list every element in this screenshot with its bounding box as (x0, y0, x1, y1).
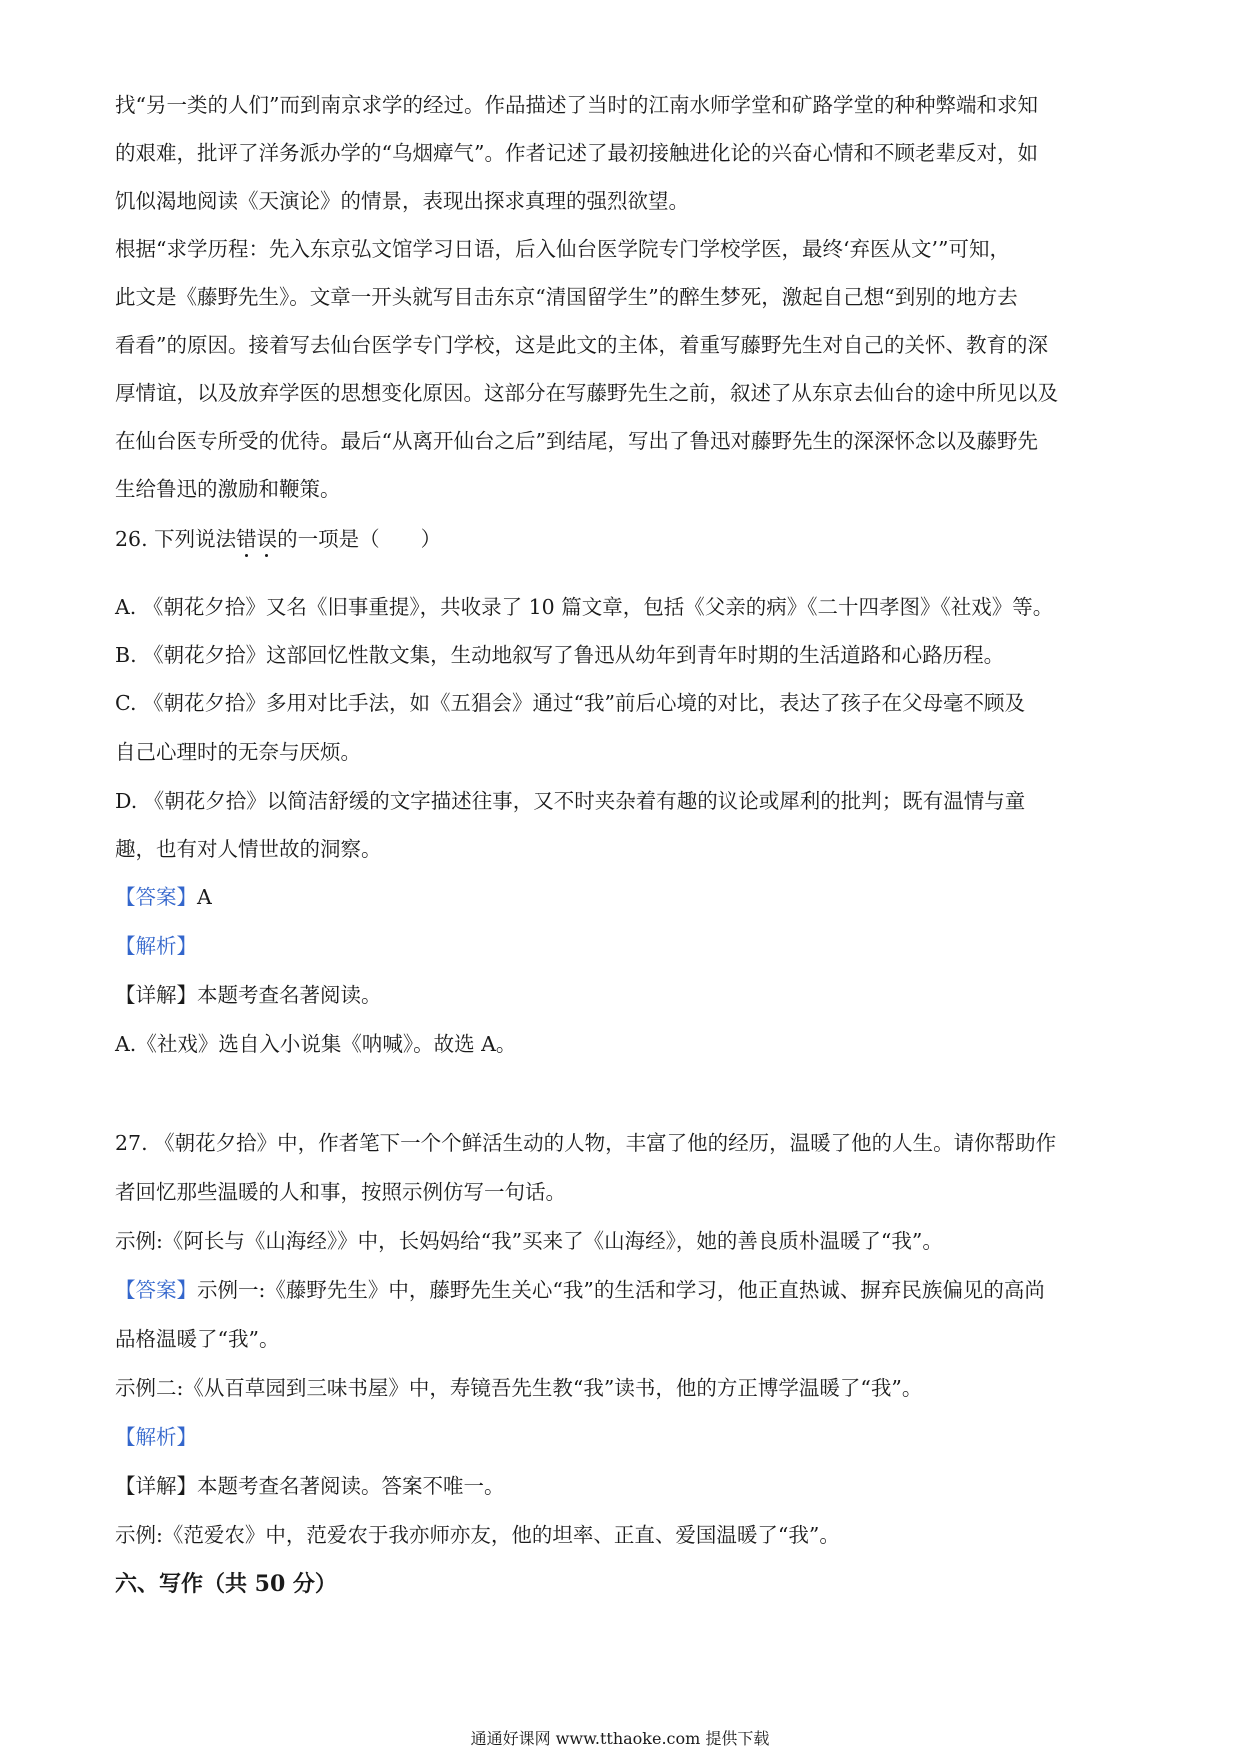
section-heading: 六、写作（共 50 分） (115, 1571, 337, 1597)
analysis-tag: 【解析】 (115, 1425, 197, 1449)
q26-stem-emphasis-1: 错 (236, 527, 257, 551)
intro-line-2: 的艰难，批评了洋务派办学的“乌烟瘴气”。作者记述了最初接触进化论的兴奋心情和不顾老辈反对，如 (115, 141, 1038, 165)
detail-text: 本题考查名著阅读。答案不唯一。 (197, 1474, 505, 1498)
detail-tag: 【详解】 (115, 1474, 197, 1498)
intro-line-4: 根据“求学历程：先入东京弘文馆学习日语，后入仙台医学院专门学校学医，最终‘弃医从文’”可知， (115, 237, 1010, 261)
q27-analysis (115, 1422, 1135, 1452)
q27-stem-line-2: 者回忆那些温暖的人和事，按照示例仿写一句话。 (115, 1180, 566, 1204)
q26-analysis (115, 931, 1135, 961)
q26-option-c-cont: 自己心理时的无奈与厌烦。 (115, 740, 361, 764)
detail-tag: 【详解】 (115, 983, 197, 1007)
q27-answer (115, 1275, 1135, 1305)
answer-tag: 【答案】 (115, 1278, 197, 1302)
q26-stem-suffix: 的一项是（ ） (277, 527, 442, 551)
intro-line-5: 此文是《藤野先生》。文章一开头就写目击东京“清国留学生”的醉生梦死，激起自己想“到别的地方去 (115, 285, 1018, 309)
intro-line-8: 在仙台医专所受的优待。最后“从离开仙台之后”到结尾，写出了鲁迅对藤野先生的深深怀念以及藤野先 (115, 429, 1038, 453)
q26-option-d: D. 《朝花夕拾》以简洁舒缓的文字描述往事，又不时夹杂着有趣的议论或犀利的批判；既有温情与童 (115, 789, 1026, 813)
q27-extra-example: 示例:《范爱农》中，范爱农于我亦师亦友，他的坦率、正直、爱国温暖了“我”。 (115, 1523, 840, 1547)
intro-line-9: 生给鲁迅的激励和鞭策。 (115, 477, 341, 501)
intro-line-6: 看看”的原因。接着写去仙台医学专门学校，这是此文的主体，着重写藤野先生对自己的关怀、教育的深 (115, 333, 1048, 357)
q26-answer (115, 882, 1135, 912)
q26-option-c: C. 《朝花夕拾》多用对比手法，如《五猖会》通过“我”前后心境的对比，表达了孩子在父母毫不顾及 (115, 691, 1025, 715)
q26-option-d-cont: 趣，也有对人情世故的洞察。 (115, 837, 382, 861)
intro-line-1: 找“另一类的人们”而到南京求学的经过。作品描述了当时的江南水师学堂和矿路学堂的种种弊端和求知 (115, 93, 1038, 117)
intro-line-7: 厚情谊，以及放弃学医的思想变化原因。这部分在写藤野先生之前，叙述了从东京去仙台的途中所见以及 (115, 381, 1058, 405)
answer-tag: 【答案】 (115, 885, 197, 909)
q26-stem (115, 524, 1135, 554)
q27-example: 示例:《阿长与《山海经》》中，长妈妈给“我”买来了《山海经》，她的善良质朴温暖了“我”。 (115, 1229, 943, 1253)
answer-value: A (197, 885, 212, 909)
q27-detail (115, 1471, 1135, 1501)
detail-text: 本题考查名著阅读。 (197, 983, 382, 1007)
q26-stem-prefix: 26. 下列说法 (115, 527, 237, 551)
answer-text: 示例一:《藤野先生》中，藤野先生关心“我”的生活和学习，他正直热诚、摒弃民族偏见的高尚 (197, 1278, 1045, 1302)
q26-option-a: A. 《朝花夕拾》又名《旧事重提》，共收录了 10 篇文章，包括《父亲的病》《二十四孝图》《社戏》等。 (115, 595, 1054, 619)
analysis-tag: 【解析】 (115, 934, 197, 958)
footer-text: 通通好课网 www.tthaoke.com 提供下载 (470, 1729, 770, 1748)
q26-stem-emphasis-2: 误 (256, 527, 278, 551)
q27-stem-line-1: 27. 《朝花夕拾》中，作者笔下一个个鲜活生动的人物，丰富了他的经历，温暖了他的人生。请你帮助作 (115, 1131, 1057, 1155)
q27-answer-example-2: 示例二:《从百草园到三味书屋》中，寿镜吾先生教“我”读书，他的方正博学温暖了“我”。 (115, 1376, 923, 1400)
intro-line-3: 饥似渴地阅读《天演论》的情景，表现出探求真理的强烈欲望。 (115, 189, 689, 213)
q26-explanation: A.《社戏》选自入小说集《呐喊》。故选 A。 (115, 1032, 517, 1056)
q26-option-b: B. 《朝花夕拾》这部回忆性散文集，生动地叙写了鲁迅从幼年到青年时期的生活道路和心路历程。 (115, 643, 1005, 667)
q26-detail (115, 980, 1135, 1010)
q27-answer-cont: 品格温暖了“我”。 (115, 1327, 280, 1351)
